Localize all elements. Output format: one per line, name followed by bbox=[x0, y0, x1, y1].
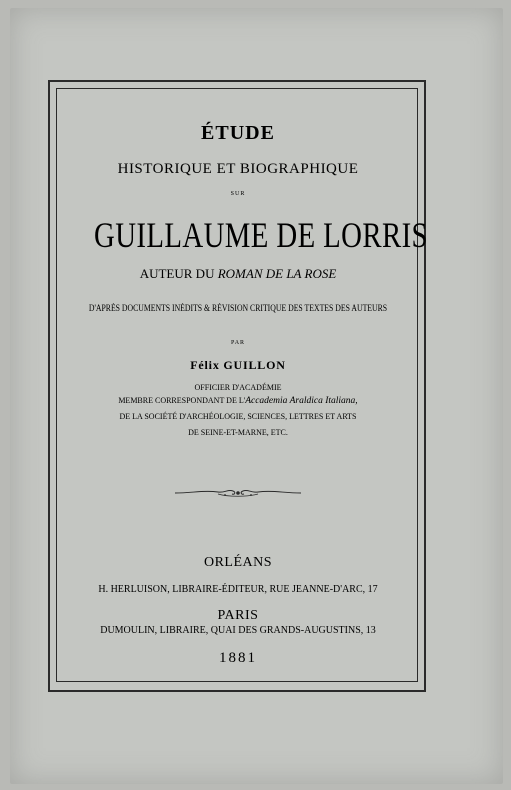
documents-line: D'APRÈS DOCUMENTS INÉDITS & RÉVISION CRITIQUE DES TEXTES DES AUTEURS bbox=[88, 303, 388, 313]
author-title-officier: OFFICIER D'ACADÉMIE bbox=[194, 383, 282, 392]
cover-heading: ÉTUDE bbox=[201, 122, 275, 144]
main-title: GUILLAUME DE LORRIS bbox=[94, 215, 428, 255]
author-title-membre bbox=[58, 396, 418, 406]
par-word: PAR bbox=[230, 340, 246, 346]
publication-year: 1881 bbox=[219, 650, 257, 666]
cover-subtitle: HISTORIQUE ET BIOGRAPHIQUE bbox=[117, 161, 359, 177]
city-paris: PARIS bbox=[217, 608, 259, 623]
author-name: Félix GUILLON bbox=[190, 358, 286, 372]
membre-prefix: MEMBRE CORRESPONDANT DE L' bbox=[118, 396, 246, 405]
author-title-seine: DE SEINE-ET-MARNE, ETC. bbox=[188, 428, 288, 437]
city-orleans: ORLÉANS bbox=[203, 555, 273, 570]
sur-word: SUR bbox=[230, 191, 246, 197]
decorative-rule-icon bbox=[58, 486, 418, 500]
author-of-line bbox=[58, 266, 418, 282]
publisher-herluison: H. HERLUISON, LIBRAIRE-ÉDITEUR, RUE JEANNE-D'ARC, 17 bbox=[98, 584, 378, 595]
academy-name: Accademia Araldica Italiana, bbox=[245, 396, 358, 406]
author-title-societe: DE LA SOCIÉTÉ D'ARCHÉOLOGIE, SCIENCES, LETTRES ET ARTS bbox=[119, 412, 357, 421]
publisher-dumoulin: DUMOULIN, LIBRAIRE, QUAI DES GRANDS-AUGUSTINS, 13 bbox=[100, 625, 376, 636]
work-title: ROMAN DE LA ROSE bbox=[217, 266, 337, 281]
author-of-prefix: AUTEUR DU bbox=[139, 266, 218, 281]
